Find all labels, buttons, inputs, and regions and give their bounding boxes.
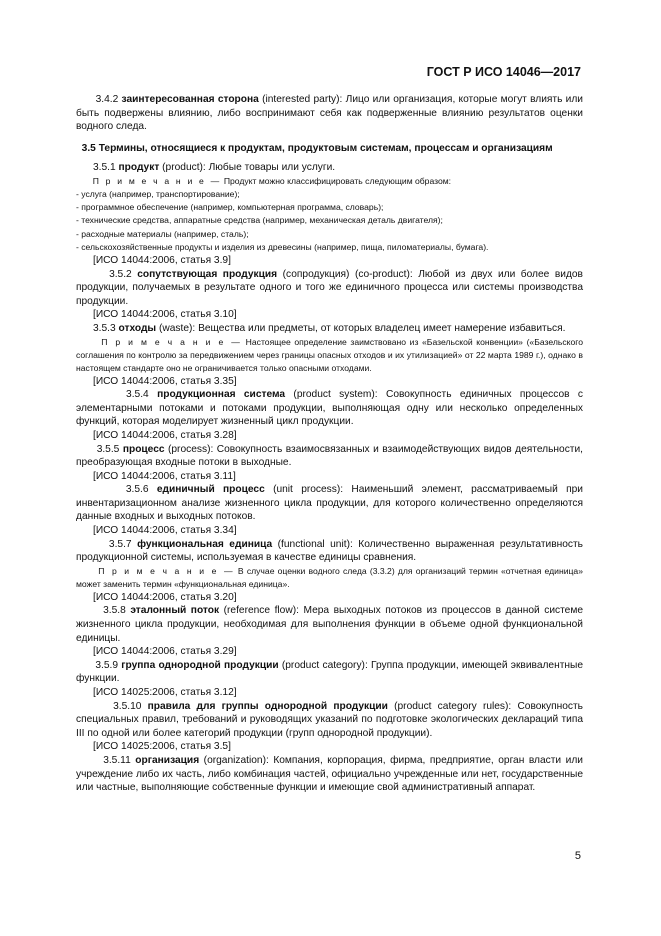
term-name: правила для группы однородной продукции [147, 700, 388, 712]
reference-text: [ИСО 14044:2006, статья 3.9] [92, 254, 231, 266]
term-english: (waste): [158, 322, 196, 334]
list-item: - услуга (например, транспортирование); [76, 188, 240, 199]
reference-text: [ИСО 14025:2006, статья 3.12] [92, 687, 237, 699]
page-header: ГОСТ Р ИСО 14046—2017 [426, 65, 581, 79]
term-number: 3.5.7 [108, 538, 132, 550]
term-definition: Лицо или организация, которые могут влиять или быть подвержены влиянию, либо воспринимают себя как подверженные влиянию результатов оценки водного следа. [76, 94, 583, 133]
term-english: (interested party): [262, 94, 343, 105]
term-3-5-10 [76, 700, 583, 741]
term-definition: Совокупность взаимосвязанных и взаимодействующих видов деятельности, преобразующая входные потоки в выходные. [76, 443, 583, 469]
term-number: 3.5.5 [96, 443, 120, 455]
list-item: - программное обеспечение (например, компьютерная программа, словарь); [76, 202, 384, 213]
note-label: П р и м е ч а н и е — [101, 336, 243, 347]
term-definition: Мера выходных потоков из процессов в данной системе жизненного цикла продукции, необходимая для выполнения функции в объеме одной функциональной единицы. [76, 605, 584, 644]
term-name: заинтересованная сторона [121, 94, 259, 105]
term-number: 3.5.11 [103, 754, 131, 766]
reference [76, 686, 583, 700]
term-name: эталонный поток [130, 605, 220, 617]
note-text: В случае оценки водного следа (3.3.2) для организаций термин «отчетная единица» может заменить термин «функциональная единица». [76, 565, 583, 589]
list-item: - расходные материалы (например, сталь); [76, 228, 249, 239]
term-3-5-6 [76, 483, 583, 524]
reference-text: [ИСО 14044:2006, статья 3.35] [92, 375, 237, 387]
list-item: - сельскохозяйственные продукты и изделия из древесины (например, пища, пиломатериалы, бумага). [76, 241, 489, 252]
reference-text: [ИСО 14044:2006, статья 3.34] [92, 525, 237, 537]
term-number: 3.5.8 [103, 605, 126, 617]
page-content [76, 93, 583, 795]
term-3-5-7 [76, 538, 583, 565]
term-name: отходы [118, 322, 157, 334]
note-3-5-7 [76, 565, 583, 591]
reference [76, 429, 583, 443]
product-classification-list [76, 188, 583, 254]
reference [76, 645, 583, 659]
term-definition: Количественно выраженная результативность продукционной системы, используемая в качестве единицы сравнения. [76, 538, 583, 564]
term-number: 3.5.4 [126, 389, 149, 401]
term-number: 3.5.9 [95, 659, 119, 671]
reference [76, 254, 583, 268]
section-title: Термины, относящиеся к продуктам, продуктовым системам, процессам и организациям [98, 142, 553, 154]
term-name: единичный процесс [156, 484, 265, 496]
section-3-5-heading [76, 142, 583, 156]
term-number: 3.4.2 [95, 94, 119, 105]
term-name: продукт [118, 162, 160, 174]
note-label: П р и м е ч а н и е — [92, 175, 222, 186]
reference-text: [ИСО 14025:2006, статья 3.5] [92, 741, 231, 753]
reference-text: [ИСО 14044:2006, статья 3.28] [92, 429, 237, 441]
term-english: (process): [168, 443, 214, 455]
term-english: (сопродукция) (co-product): [282, 268, 413, 280]
note-3-5-1 [76, 175, 583, 188]
term-definition: Любой из двух или более видов продукции, получаемых в результате одного и того же единичного процесса или системы производства продукции. [76, 268, 583, 307]
list-item: - технические средства, аппаратные средства (например, механическая деталь двигателя); [76, 215, 443, 226]
term-english: (unit process): [273, 484, 344, 496]
reference-text: [ИСО 14044:2006, статья 3.29] [92, 646, 237, 658]
term-definition: Вещества или предметы, от которых владелец имеет намерение избавиться. [198, 322, 566, 334]
term-name: продукционная система [157, 389, 286, 401]
term-3-5-4 [76, 388, 583, 429]
reference-text: [ИСО 14044:2006, статья 3.20] [92, 591, 237, 603]
term-3-5-5 [76, 443, 583, 470]
section-number: 3.5 [81, 142, 96, 154]
term-english: (product): [162, 162, 206, 174]
term-name: функциональная единица [137, 538, 273, 550]
term-3-5-9 [76, 659, 583, 686]
term-number: 3.5.1 [92, 162, 116, 174]
reference [76, 591, 583, 605]
term-3-5-11 [76, 754, 583, 795]
reference-text: [ИСО 14044:2006, статья 3.11] [92, 470, 236, 482]
reference [76, 470, 583, 484]
reference [76, 740, 583, 754]
term-number: 3.5.3 [92, 322, 116, 334]
reference [76, 524, 583, 538]
term-definition: Наименьший элемент, рассматриваемый при инвентаризационном анализе жизненного цикла продукции, для которого количественно определяются данные входных и выходных потоков. [76, 484, 583, 523]
term-3-5-8 [76, 604, 583, 645]
note-text: Настоящее определение заимствовано из «Базельской конвенции» («Базельского соглашения по контролю за передвижением через границы опасных отходов и их утилизацией» от 22 марта 1989 г.), однако в настоящем стандарте оно не ограничивается только опасными отходами. [76, 336, 584, 373]
reference [76, 308, 583, 322]
term-definition: Совокупность специальных правил, требований и руководящих указаний по подготовке экологических деклараций типа III по одной или более категорий продукции (групп однородной продукции). [76, 700, 583, 739]
term-english: (organization): [203, 754, 269, 766]
term-english: (reference flow): [223, 605, 299, 617]
term-name: процесс [122, 443, 165, 455]
note-label: П р и м е ч а н и е — [98, 565, 235, 576]
term-3-4-2 [76, 93, 583, 134]
reference [76, 375, 583, 389]
reference-text: [ИСО 14044:2006, статья 3.10] [92, 309, 237, 321]
page-number: 5 [574, 850, 581, 862]
term-english: (functional unit): [277, 538, 353, 550]
term-name: организация [135, 754, 200, 766]
term-definition: Любые товары или услуги. [208, 162, 336, 174]
term-3-5-1 [76, 161, 583, 175]
term-number: 3.5.2 [109, 268, 132, 280]
term-3-5-2 [76, 268, 583, 309]
term-3-5-3 [76, 322, 583, 336]
note-3-5-3 [76, 336, 583, 375]
term-definition: Компания, корпорация, фирма, предприятие, орган власти или учреждение либо их часть, либо комбинация частей, официально учрежденные или нет, государственные или частные, выполняющие собственные функции и имеющие свой административный аппарат. [76, 754, 583, 794]
term-name: сопутствующая продукция [137, 268, 278, 280]
term-english: (product category): [281, 659, 368, 671]
term-english: (product category rules): [394, 700, 512, 712]
term-english: (product system): [293, 389, 378, 401]
term-definition: Группа продукции, имеющей эквивалентные функции. [76, 659, 584, 685]
term-number: 3.5.6 [125, 484, 149, 496]
term-definition: Совокупность единичных процессов с элементарными потоками и потоками продукции, выполняющая одну или несколько определенных функций, которая моделирует жизненный цикл продукции. [76, 389, 583, 428]
term-number: 3.5.10 [113, 700, 142, 712]
term-name: группа однородной продукции [121, 659, 279, 671]
note-text: Продукт можно классифицировать следующим образом: [223, 175, 452, 186]
